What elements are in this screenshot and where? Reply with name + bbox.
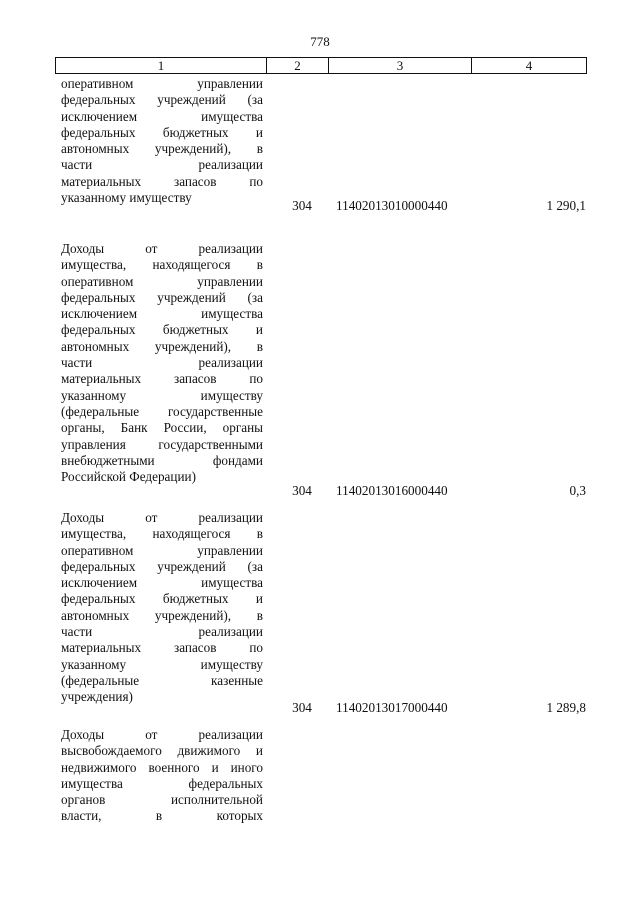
description-line: материальных запасов по <box>61 173 263 189</box>
description-line: высвобождаемого движимого и <box>61 743 263 759</box>
description-line: имущества, находящегося в <box>61 257 263 273</box>
description-line: автономных учреждений), в <box>61 607 263 623</box>
description-line: оперативном управлении <box>61 542 263 558</box>
description-line: исключением имущества <box>61 575 263 591</box>
row-description <box>61 241 263 485</box>
description-line: указанному имуществу <box>61 387 263 403</box>
description-line: органов исполнительной <box>61 792 263 808</box>
table-header <box>55 57 587 74</box>
kbk-code-cell: 11402013017000440 <box>336 700 448 715</box>
description-line: указанному имуществу <box>61 190 192 206</box>
description-line: материальных запасов по <box>61 371 263 387</box>
description-line: оперативном управлении <box>61 273 263 289</box>
description-line: федеральных бюджетных и <box>61 322 263 338</box>
column-header-2: 2 <box>266 58 328 73</box>
description-line: Доходы от реализации <box>61 510 263 525</box>
description-line: федеральных бюджетных и <box>61 591 263 607</box>
description-line: автономных учреждений), в <box>61 141 263 157</box>
kbk-code-cell: 11402013010000440 <box>336 198 448 213</box>
description-line: недвижимого военного и иного <box>61 759 263 775</box>
description-line: управления государственными <box>61 436 263 452</box>
admin-code-cell: 304 <box>292 198 312 213</box>
description-line: автономных учреждений), в <box>61 338 263 354</box>
description-line: указанному имуществу <box>61 656 263 672</box>
description-line: Доходы от реализации <box>61 241 263 256</box>
amount-cell: 0,3 <box>569 483 586 498</box>
description-line: Доходы от реализации <box>61 727 263 742</box>
description-line: Российской Федерации) <box>61 469 196 485</box>
description-line: учреждения) <box>61 689 133 705</box>
description-line: федеральных учреждений (за <box>61 289 263 305</box>
description-line: части реализации <box>61 624 263 640</box>
description-line: части реализации <box>61 355 263 371</box>
admin-code-cell: 304 <box>292 483 312 498</box>
description-line: внебюджетными фондами <box>61 452 263 468</box>
row-description <box>61 76 263 206</box>
column-header-3: 3 <box>328 58 471 73</box>
column-header-4: 4 <box>471 58 587 73</box>
admin-code-cell: 304 <box>292 700 312 715</box>
description-line: федеральных учреждений (за <box>61 558 263 574</box>
description-line: имущества, находящегося в <box>61 526 263 542</box>
description-line: оперативном управлении <box>61 76 263 91</box>
amount-cell: 1 290,1 <box>546 198 586 213</box>
description-line: материальных запасов по <box>61 640 263 656</box>
amount-cell: 1 289,8 <box>546 700 586 715</box>
description-line: имущества федеральных <box>61 775 263 791</box>
description-line: исключением имущества <box>61 108 263 124</box>
description-line: органы, Банк России, органы <box>61 420 263 436</box>
description-line: исключением имущества <box>61 306 263 322</box>
row-description <box>61 727 263 825</box>
description-line: (федеральные казенные <box>61 672 263 688</box>
kbk-code-cell: 11402013016000440 <box>336 483 448 498</box>
description-line: власти, в которых <box>61 808 263 824</box>
description-line: федеральных бюджетных и <box>61 124 263 140</box>
description-line: (федеральные государственные <box>61 403 263 419</box>
description-line: федеральных учреждений (за <box>61 92 263 108</box>
page-number: 778 <box>310 34 330 49</box>
column-header-1: 1 <box>55 58 266 73</box>
row-description <box>61 510 263 706</box>
description-line: части реализации <box>61 157 263 173</box>
